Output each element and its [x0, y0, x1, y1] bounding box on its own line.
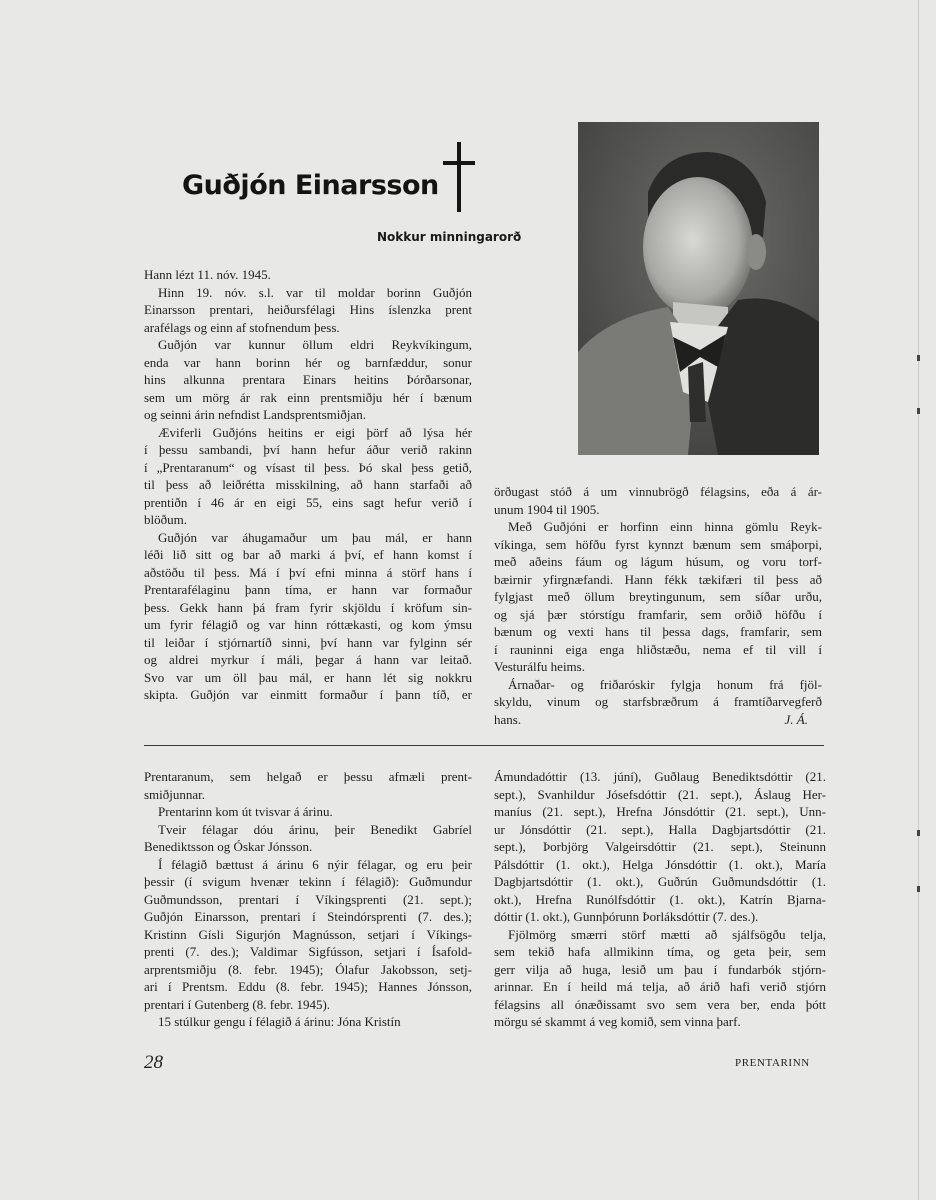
- text-line: Guðmundsson, prentari í Víkingsprenti (21. sept.);: [144, 891, 472, 907]
- text-line: og seinni árin nefndist Landsprentsmiðjan.: [144, 407, 367, 422]
- text-line: hins alkunna prentara Einars heitins Þórðarsonar,: [144, 372, 472, 387]
- text-line: í þessu sambandi, því hann hefur áður verið rakinn: [144, 442, 472, 457]
- text-line: Árnaðar- og friðaróskir fylgja honum frá fjöl-: [508, 676, 822, 692]
- text-line: arafélags og einn af stofnendum þess.: [144, 319, 340, 335]
- text-line: enda var hann borinn hér og barnfæddur, sonur: [144, 354, 472, 370]
- text-line: smiðjunnar.: [144, 786, 206, 802]
- text-line: sem tekið hafa allmikinn tíma, og geta þeir, sem: [494, 944, 826, 959]
- text-line: Svo var um öll þau mál, er hann lét sig nokkru: [144, 669, 472, 685]
- text-line: gerr vilja að huga, lesið um þau í fundarbók stjórn-: [494, 961, 826, 977]
- report-right-column: [494, 768, 826, 1031]
- article-right-column: [494, 483, 822, 728]
- text-line: skyldu, vinum og starfsbræðrum á framtíðarvegferð: [494, 694, 822, 709]
- text-line: prenti (7. des.); Valdimar Sigfússon, setjari í Ísafold-: [144, 944, 472, 959]
- text-line: unum 1904 til 1905.: [494, 501, 600, 517]
- page-number: 28: [144, 1052, 163, 1073]
- text-line: Prentaranum, sem helgað er þessu afmæli prent-: [144, 769, 472, 784]
- text-line: Pálsdóttir (1. okt.), Helga Jónsdóttir (1. okt.), María: [494, 856, 826, 872]
- text-line: Benediktsson og Óskar Jónsson.: [144, 839, 313, 854]
- text-line: Dagbjartsdóttir (1. okt.), Guðrún Guðmundsdóttir (1.: [494, 874, 826, 889]
- text-line: bænum og vexti hans til þessa dags, framfarir, sem: [494, 624, 822, 639]
- text-line: maníus (21. sept.), Hrefna Jónsdóttir (21. sept.), Unn-: [494, 804, 826, 819]
- text-line: sept.), Svanhildur Jósefsdóttir (21. sept.), Áslaug Her-: [494, 786, 826, 802]
- text-line: með aðeins fáum og lágum húsum, og voru torf-: [494, 554, 822, 569]
- text-line: til þess að leiðrétta misskilning, að hann starfaði að: [144, 477, 472, 492]
- text-line: Guðjón var kunnur öllum eldri Reykvíkingum,: [158, 337, 472, 352]
- text-line: ari í Prentsm. Eddu (8. febr. 1945); Hannes Jónsson,: [144, 979, 472, 994]
- text-line: sem um mörg ár rak einn prentsmiðju hér í bænum: [144, 389, 472, 405]
- margin-mark: [917, 830, 920, 836]
- text-line: þess. Gekk hann þá fram fyrir skjöldu í kröfum sin-: [144, 599, 472, 615]
- margin-mark: [917, 355, 920, 361]
- text-line: Hinn 19. nóv. s.l. var til moldar borinn Guðjón: [158, 284, 472, 300]
- text-line: okt.), Hrefna Runólfsdóttir (1. okt.), Katrín Bjarna-: [494, 891, 826, 907]
- text-line: Vesturálfu heims.: [494, 659, 585, 674]
- text-line: Í félagið bættust á árinu 6 nýir félagar, og eru þeir: [158, 856, 472, 872]
- text-line: víkinga, sem höfðu fyrst kynnzt bænum sem smáþorpi,: [494, 536, 822, 552]
- text-line: prentari í Gutenberg (8. febr. 1945).: [144, 996, 331, 1012]
- page-edge: [918, 0, 919, 1200]
- text-line: og aldrei myrkur í máli, þegar á hann var leitað.: [144, 652, 472, 667]
- author-signature: J. Á.: [784, 711, 808, 727]
- text-line: fylgjast með öllum breytingunum, sem síðar urðu,: [494, 589, 822, 604]
- text-line: Prentarafélaginu þann tíma, er hann var formaður: [144, 582, 472, 597]
- text-line: Með Guðjóni er horfinn einn hinna gömlu Reyk-: [508, 519, 822, 534]
- text-line: arprentsmiðju (8. febr. 1945); Ólafur Jakobsson, setj-: [144, 961, 472, 977]
- text-line: Kristinn Gísli Sigurjón Magnússon, setjari í Víkings-: [144, 926, 472, 942]
- text-line: í rauninni eiga enga hliðstæðu, nema ef til vill í: [494, 641, 822, 657]
- text-line: þessir (í svigum hvenær tekinn í félagið): Guðmundur: [144, 874, 472, 889]
- text-line: Guðjón Einarsson, prentari í Steindórsprenti (7. des.);: [144, 909, 472, 924]
- text-line: 15 stúlkur gengu í félagið á árinu: Jóna Kristín: [158, 1014, 401, 1029]
- margin-mark: [917, 886, 920, 892]
- text-line: sept.), Þorbjörg Valgeirsdóttir (21. sept.), Steinunn: [494, 839, 826, 854]
- text-line: prentiðn í 46 ár en eigi 55, eins sagt hefur verið í: [144, 494, 472, 510]
- text-line: félagsins all ónæðissamt svo sem vera ber, enda þótt: [494, 996, 826, 1012]
- text-line: bæirnir yfirgnæfandi. Hann fékk tækifæri til þess að: [494, 571, 822, 587]
- text-line: í „Prentaranum“ og vísast til þess. Þó skal þess getið,: [144, 459, 472, 475]
- text-line: Hann lézt 11. nóv. 1945.: [144, 267, 271, 282]
- text-line: Einarsson prentari, heiðursfélagi Hins íslenzka prent: [144, 302, 472, 317]
- text-line: mörgu sé skammt á veg komið, sem vinna þarf.: [494, 1014, 741, 1029]
- margin-mark: [917, 408, 920, 414]
- text-line: til leiðar í stjórnartíð sinni, því hann var fylginn sér: [144, 634, 472, 650]
- text-line: örðugast stóð á um vinnubrögð félagsins, eða á ár-: [494, 484, 822, 499]
- text-line: dóttir (1. okt.), Gunnþórunn Þorláksdóttir (7. des.).: [494, 909, 759, 924]
- text-line: um fyrir félagið og var hinn róttækasti, og kom ýmsu: [144, 617, 472, 632]
- text-line: ur Jónsdóttir (21. sept.), Halla Dagbjartsdóttir (21.: [494, 821, 826, 837]
- text-line: og sjá þær stórstígu framfarir, sem orðið höfðu í: [494, 606, 822, 622]
- text-line: Fjölmörg smærri störf mætti að sjálfsögðu telja,: [508, 926, 826, 942]
- text-line: Ámundadóttir (13. júní), Guðlaug Benediktsdóttir (21.: [494, 769, 826, 784]
- text-line: skipta. Guðjón var einmitt formaður í þann tíð, er: [144, 687, 472, 702]
- text-line: Prentarinn kom út tvisvar á árinu.: [158, 804, 333, 819]
- text-line: hans. J. Á.: [494, 711, 808, 727]
- article-title: Guðjón Einarsson: [182, 170, 439, 201]
- text-line: blöðum.: [144, 512, 187, 527]
- report-left-column: [144, 768, 472, 1031]
- text-line: Tveir félagar dóu árinu, þeir Benedikt Gabríel: [158, 821, 472, 837]
- text-line: arinnar. En í heild má telja, að árið hafi verið stjórn: [494, 979, 826, 994]
- section-divider: [144, 745, 824, 746]
- portrait-photo: [578, 122, 819, 455]
- text-line: Æviferli Guðjóns heitins er eigi þörf að lýsa hér: [158, 424, 472, 440]
- article-left-column: [144, 266, 472, 704]
- text-line: léði lið sitt og bar að marki á því, ef hann komst í: [144, 547, 472, 562]
- text-line: aðstöðu til þess. Má í því efni minna á störf hans í: [144, 564, 472, 580]
- text-line: Guðjón var áhugamaður um þau mál, er hann: [158, 529, 472, 545]
- article-subtitle: Nokkur minningarorð: [377, 230, 522, 244]
- running-title: PRENTARINN: [735, 1057, 810, 1069]
